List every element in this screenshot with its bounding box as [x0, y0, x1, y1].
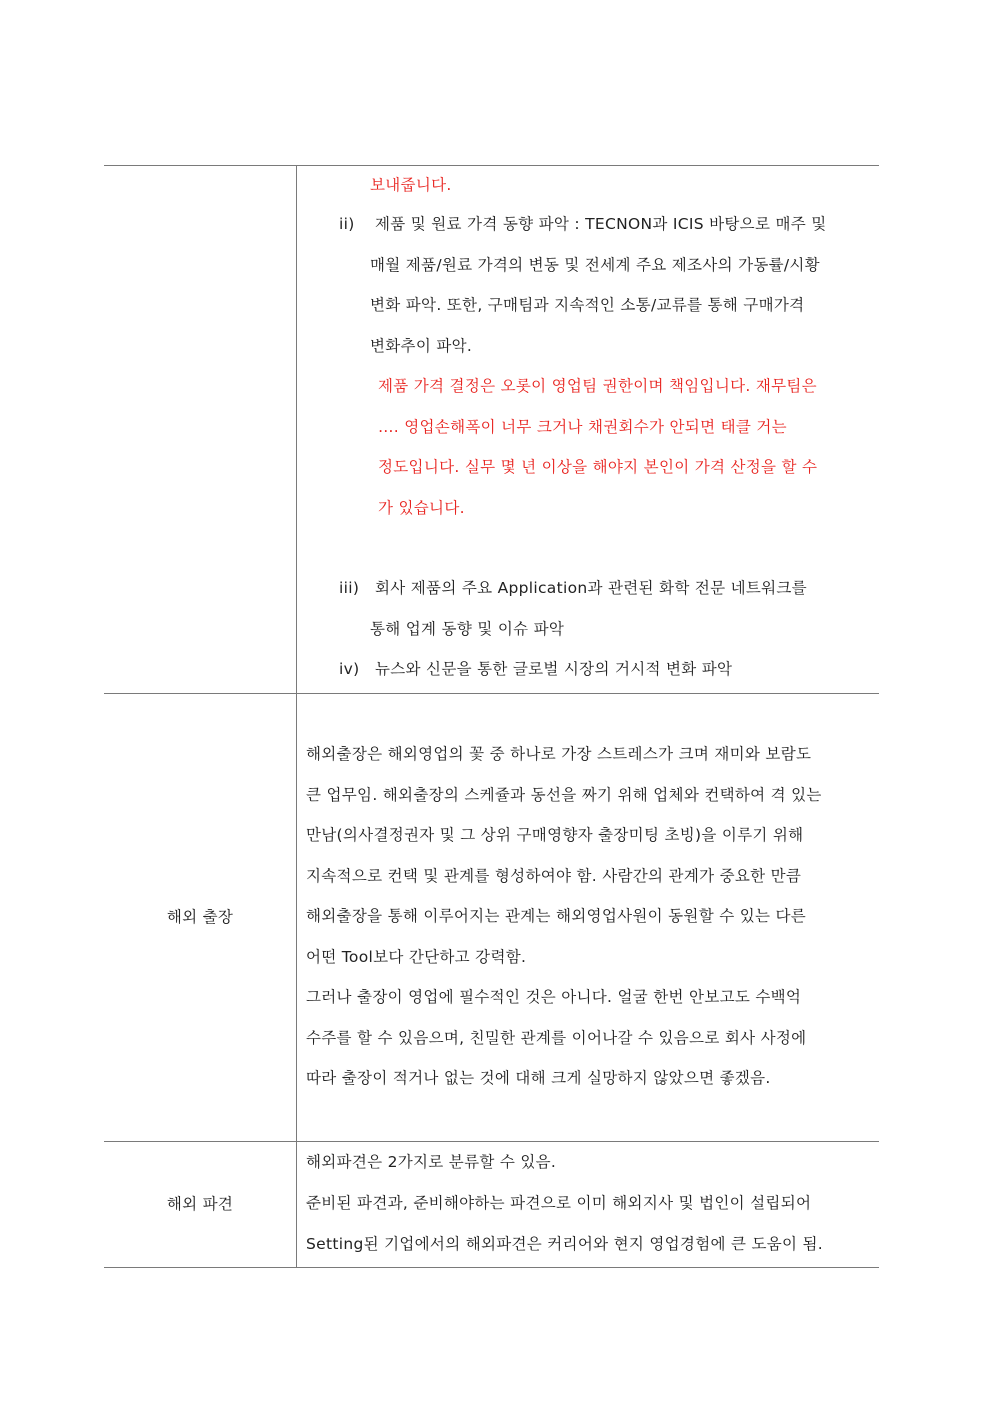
- paragraph-line: 해외파견은 2가지로 분류할 수 있음.: [306, 1153, 557, 1171]
- paragraph-line: 큰 업무임. 해외출장의 스케쥴과 동선을 짜기 위해 업체와 컨택하여 격 있는: [306, 785, 822, 804]
- row-content-market-research: [297, 166, 880, 694]
- row-content-overseas-dispatch: [297, 1142, 880, 1268]
- paragraph-line: 어떤 Tool보다 간단하고 강력함.: [306, 947, 527, 966]
- list-item-ii-text: 제품 및 원료 가격 동향 파악 : TECNON과 ICIS 바탕으로 매주 및: [375, 215, 827, 233]
- red-note-line-2: …. 영업손해폭이 너무 크거나 채권회수가 안되면 태클 거는: [378, 417, 787, 436]
- row-label-empty: [104, 166, 297, 694]
- blank-line: [306, 528, 875, 568]
- paragraph-line: 그러나 출장이 영업에 필수적인 것은 아니다. 얼굴 한번 안보고도 수백억: [306, 988, 802, 1006]
- paragraph-line: 준비된 파견과, 준비해야하는 파견으로 이미 해외지사 및 법인이 설립되어: [306, 1194, 812, 1212]
- red-note-line-4: 가 있습니다.: [378, 498, 465, 517]
- table-row-market-research: [104, 166, 879, 694]
- list-item-ii-line-2: 매월 제품/원료 가격의 변동 및 전세계 주요 제조사의 가동률/시황: [370, 255, 820, 274]
- list-item-iii: [306, 568, 875, 609]
- row-label-overseas-dispatch: 해외 파견: [104, 1142, 297, 1268]
- paragraph-line: Setting된 기업에서의 해외파견은 커리어와 현지 영업경험에 큰 도움이 됨.: [306, 1235, 824, 1253]
- list-item-ii: [306, 204, 875, 245]
- list-item-iv: [306, 649, 875, 690]
- paragraph-line: 따라 출장이 적거나 없는 것에 대해 크게 실망하지 않았으면 좋겠음.: [306, 1069, 771, 1087]
- list-item-iv-text: 뉴스와 신문을 통한 글로벌 시장의 거시적 변화 파악: [375, 660, 733, 678]
- list-item-iii-text: 회사 제품의 주요 Application과 관련된 화학 전문 네트워크를: [375, 579, 807, 597]
- list-marker-ii: ii): [339, 215, 355, 233]
- overseas-trip-paragraph: [306, 694, 875, 1099]
- row-content-overseas-trip: [297, 694, 880, 1142]
- document-table: [104, 165, 879, 1268]
- table-row-overseas-trip: [104, 694, 879, 1142]
- list-item-ii-line-4: 변화추이 파악.: [370, 336, 473, 355]
- list-item-ii-line-3: 변화 파악. 또한, 구매팀과 지속적인 소통/교류를 통해 구매가격: [370, 296, 805, 314]
- red-note-line-3: 정도입니다. 실무 몇 년 이상을 해야지 본인이 가격 산정을 할 수: [378, 458, 818, 476]
- paragraph-line: 수주를 할 수 있음으며, 친밀한 관계를 이어나갈 수 있음으로 회사 사정에: [306, 1028, 807, 1047]
- paragraph-line: 지속적으로 컨택 및 관계를 형성하여야 함. 사람간의 관계가 중요한 만큼: [306, 866, 802, 885]
- paragraph-line: 해외출장을 통해 이루어지는 관계는 해외영업사원이 동원할 수 있는 다른: [306, 907, 807, 925]
- row-label-overseas-trip: 해외 출장: [104, 694, 297, 1142]
- paragraph-line: 만남(의사결정권자 및 그 상위 구매영향자 출장미팅 초빙)을 이루기 위해: [306, 826, 804, 844]
- red-note-continuation: 보내줍니다.: [370, 176, 452, 194]
- table-row-overseas-dispatch: [104, 1142, 879, 1268]
- list-marker-iv: iv): [339, 660, 360, 678]
- list-marker-iii: iii): [339, 579, 360, 597]
- paragraph-line: 해외출장은 해외영업의 꽃 중 하나로 가장 스트레스가 크며 재미와 보람도: [306, 745, 812, 763]
- red-note-line-1: 제품 가격 결정은 오롯이 영업팀 권한이며 책임입니다. 재무팀은: [378, 377, 817, 395]
- list-item-iii-line-2: 통해 업계 동향 및 이슈 파악: [370, 619, 565, 638]
